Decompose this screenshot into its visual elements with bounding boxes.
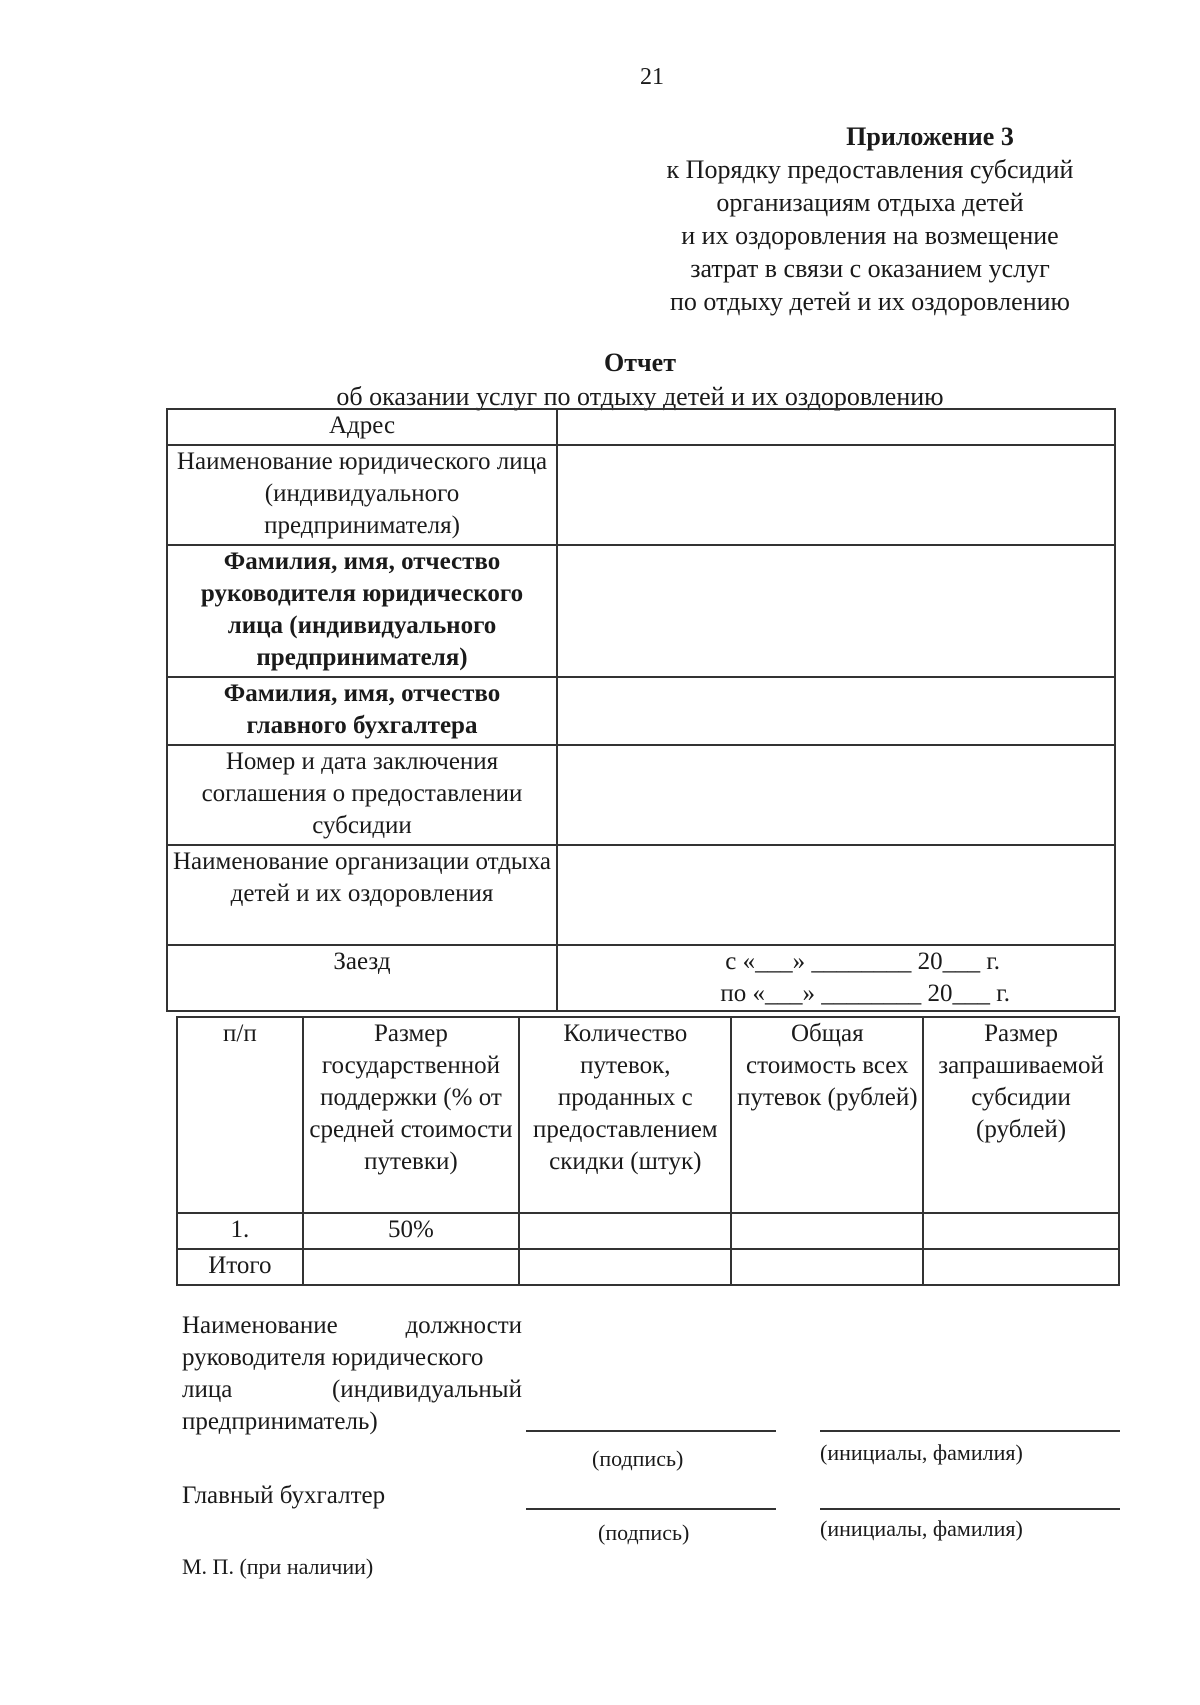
header-cell: Общая стоимость всех путевок (рублей): [731, 1017, 923, 1213]
appendix-header: [600, 120, 1140, 318]
head-position-label: [182, 1310, 522, 1438]
appendix-line: к Порядку предоставления субсидий: [666, 155, 1074, 184]
info-value-field[interactable]: [557, 745, 1115, 845]
info-value-field[interactable]: [557, 845, 1115, 945]
info-row: [167, 745, 1115, 845]
table-cell-input[interactable]: [923, 1249, 1119, 1285]
header-cell: п/п: [177, 1017, 303, 1213]
zaezd-dates[interactable]: [557, 945, 1115, 1011]
info-label: Фамилия, имя, отчество главного бухгалтера: [167, 677, 557, 745]
label-line: руководителя юридического: [182, 1344, 484, 1371]
info-value-field[interactable]: [557, 677, 1115, 745]
info-table: [166, 408, 1116, 1012]
zaezd-row: [167, 945, 1115, 1011]
zaezd-to: по «___» ________ 20___ г.: [720, 980, 1010, 1007]
chief-accountant-label: Главный бухгалтер: [182, 1482, 386, 1509]
info-value-field[interactable]: [557, 445, 1115, 545]
table-cell-input[interactable]: [731, 1249, 923, 1285]
appendix-line: организациям отдыха детей: [716, 188, 1024, 217]
table-cell-input[interactable]: [731, 1213, 923, 1249]
info-value-field[interactable]: [557, 409, 1115, 445]
info-row: [167, 677, 1115, 745]
info-row: [167, 845, 1115, 945]
header-cell: Количество путевок, проданных с предоставлением скидки (штук): [519, 1017, 731, 1213]
label-word: Наименование: [182, 1312, 338, 1339]
table-cell: 50%: [303, 1213, 519, 1249]
header-cell: Размер запрашиваемой субсидии (рублей): [923, 1017, 1119, 1213]
zaezd-label: Заезд: [167, 945, 557, 1011]
info-label: Адрес: [167, 409, 557, 445]
table-row: [177, 1249, 1119, 1285]
table-cell: Итого: [177, 1249, 303, 1285]
signature-line[interactable]: [526, 1430, 776, 1432]
zaezd-from: с «___» ________ 20___ г.: [725, 948, 1000, 975]
info-row: [167, 409, 1115, 445]
table-cell-input[interactable]: [519, 1249, 731, 1285]
calc-table: [176, 1016, 1120, 1286]
appendix-line: затрат в связи с оказанием услуг: [690, 254, 1050, 283]
initials-line[interactable]: [820, 1508, 1120, 1510]
label-word: (индивидуальный: [331, 1376, 522, 1403]
label-word: лица: [182, 1376, 233, 1403]
appendix-line: по отдыху детей и их оздоровлению: [670, 287, 1070, 316]
label-word: должности: [405, 1312, 522, 1339]
appendix-title: Приложение 3: [846, 122, 1014, 151]
label-line: предприниматель): [182, 1408, 378, 1435]
stamp-label: М. П. (при наличии): [182, 1554, 374, 1579]
calc-header-row: [177, 1017, 1119, 1213]
info-label: Номер и дата заключения соглашения о предоставлении субсидии: [167, 745, 557, 845]
report-title: Отчет: [604, 348, 676, 377]
appendix-line: и их оздоровления на возмещение: [681, 221, 1059, 250]
info-label: Наименование организации отдыха детей и их оздоровления: [167, 845, 557, 945]
signature-caption: (подпись): [598, 1520, 690, 1545]
page-number: 21: [640, 64, 664, 90]
table-cell-input[interactable]: [303, 1249, 519, 1285]
info-row: [167, 545, 1115, 677]
initials-caption: (инициалы, фамилия): [820, 1516, 1023, 1541]
info-label: Наименование юридического лица (индивидуального предпринимателя): [167, 445, 557, 545]
table-row: [177, 1213, 1119, 1249]
info-value-field[interactable]: [557, 545, 1115, 677]
info-label: Фамилия, имя, отчество руководителя юридического лица (индивидуального предпринимателя): [167, 545, 557, 677]
signature-line[interactable]: [526, 1508, 776, 1510]
table-cell-input[interactable]: [923, 1213, 1119, 1249]
table-cell: 1.: [177, 1213, 303, 1249]
report-subtitle: об оказании услуг по отдыху детей и их оздоровлению: [336, 382, 944, 411]
signature-caption: (подпись): [592, 1446, 684, 1471]
initials-line[interactable]: [820, 1430, 1120, 1432]
header-cell: Размер государственной поддержки (% от средней стоимости путевки): [303, 1017, 519, 1213]
table-cell-input[interactable]: [519, 1213, 731, 1249]
info-row: [167, 445, 1115, 545]
initials-caption: (инициалы, фамилия): [820, 1440, 1023, 1465]
